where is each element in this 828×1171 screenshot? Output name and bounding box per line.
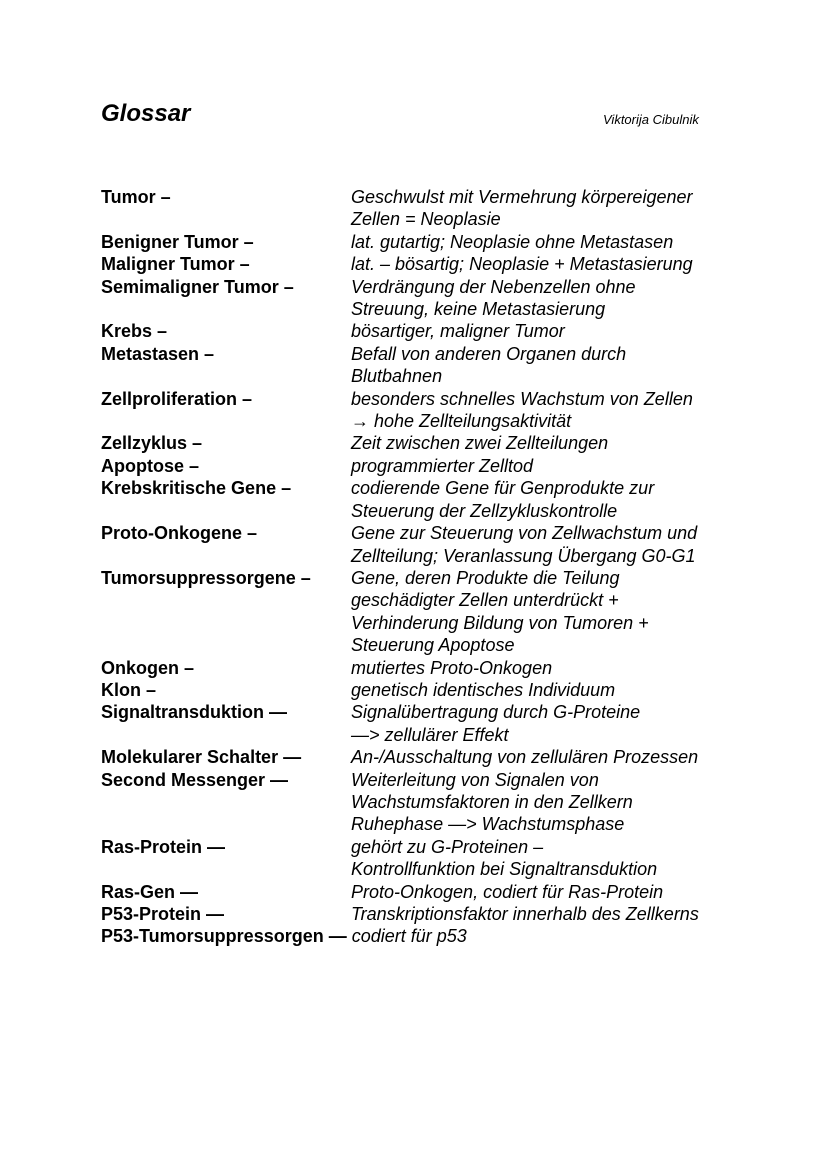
definition-line: —> zellulärer Effekt <box>351 724 509 745</box>
page-title: Glossar <box>101 100 191 127</box>
definition-line: Wachstumsfaktoren in den Zellkern <box>351 791 633 812</box>
glossary-term: Krebs – <box>101 321 168 342</box>
glossary-definition <box>351 881 801 903</box>
definition-line: Proto-Onkogen, codiert für Ras-Protein <box>351 881 664 902</box>
glossary-definition <box>351 186 801 231</box>
glossary-entry <box>101 769 801 836</box>
glossary-definition <box>351 836 801 881</box>
glossary-entry <box>101 253 801 275</box>
glossary-term: Tumorsuppressorgene – <box>101 567 311 588</box>
glossary-definition <box>351 477 801 522</box>
glossary-list <box>101 186 801 948</box>
definition-line: bösartiger, maligner Tumor <box>351 321 565 342</box>
glossary-entry <box>101 925 801 947</box>
glossary-definition <box>351 769 801 836</box>
glossary-entries <box>101 186 801 925</box>
glossary-term: Zellzyklus – <box>101 433 203 454</box>
glossary-entry <box>101 657 801 679</box>
glossary-term: Semimaligner Tumor – <box>101 276 294 297</box>
definition-line: Befall von anderen Organen durch <box>351 343 627 364</box>
glossary-entry <box>101 320 801 342</box>
glossary-term: Molekularer Schalter — <box>101 747 302 768</box>
glossary-entry <box>101 701 801 746</box>
definition-line: besonders schnelles Wachstum von Zellen <box>351 388 693 409</box>
glossary-entry <box>101 343 801 388</box>
definition-line: Gene, deren Produkte die Teilung <box>351 567 620 588</box>
glossary-definition: codiert für p53 <box>351 926 467 947</box>
glossary-definition <box>351 903 801 925</box>
glossary-entry <box>101 455 801 477</box>
glossary-definition <box>351 657 801 679</box>
glossary-entry <box>101 477 801 522</box>
glossary-entry <box>101 522 801 567</box>
definition-line: lat. – bösartig; Neoplasie + Metastasierung <box>351 254 693 275</box>
definition-line: Weiterleitung von Signalen von <box>351 769 599 790</box>
glossary-definition <box>351 567 801 657</box>
glossary-entry <box>101 836 801 881</box>
glossary-definition <box>351 522 801 567</box>
definition-line: Verdrängung der Nebenzellen ohne <box>351 276 636 297</box>
glossary-term: Onkogen – <box>101 657 195 678</box>
glossary-definition <box>351 388 801 433</box>
glossary-term: Maligner Tumor – <box>101 254 250 275</box>
glossary-definition <box>351 746 801 768</box>
glossary-definition <box>351 320 801 342</box>
definition-line: programmierter Zelltod <box>351 455 534 476</box>
glossary-definition <box>351 343 801 388</box>
definition-line: Zellen = Neoplasie <box>351 209 501 230</box>
definition-line: Ruhephase —> Wachstumsphase <box>351 814 625 835</box>
glossary-term: Klon – <box>101 679 157 700</box>
definition-line: An-/Ausschaltung von zellulären Prozessen <box>351 747 699 768</box>
glossary-term: Second Messenger — <box>101 769 289 790</box>
definition-line: Zeit zwischen zwei Zellteilungen <box>351 433 609 454</box>
definition-line: Blutbahnen <box>351 366 443 387</box>
glossary-term: Ras-Gen — <box>101 881 199 902</box>
author-name: Viktorija Cibulnik <box>603 112 699 127</box>
glossary-entry <box>101 186 801 231</box>
glossary-term: Zellproliferation – <box>101 388 253 409</box>
definition-line: Verhinderung Bildung von Tumoren + <box>351 612 649 633</box>
definition-line: Steuerung der Zellzykluskontrolle <box>351 500 618 521</box>
glossary-entry <box>101 903 801 925</box>
definition-line: lat. gutartig; Neoplasie ohne Metastasen <box>351 231 674 252</box>
glossary-definition <box>351 276 801 321</box>
definition-line: Signalübertragung durch G-Proteine <box>351 702 641 723</box>
glossary-term: Signaltransduktion — <box>101 702 288 723</box>
glossary-entry <box>101 432 801 454</box>
glossary-entry <box>101 231 801 253</box>
definition-line: Streuung, keine Metastasierung <box>351 299 606 320</box>
glossary-term: Ras-Protein — <box>101 836 226 857</box>
glossary-term: Tumor – <box>101 187 171 207</box>
glossary-term: P53-Tumorsuppressorgen — <box>101 926 347 947</box>
definition-line: Gene zur Steuerung von Zellwachstum und <box>351 523 698 544</box>
glossary-entry <box>101 679 801 701</box>
glossary-entry <box>101 746 801 768</box>
glossary-definition <box>351 679 801 701</box>
glossary-term: Benigner Tumor – <box>101 231 254 252</box>
glossary-definition <box>351 455 801 477</box>
glossary-entry <box>101 276 801 321</box>
definition-line: gehört zu G-Proteinen – <box>351 836 544 857</box>
definition-line: → hohe Zellteilungsaktivität <box>351 411 572 432</box>
glossary-term: Apoptose – <box>101 455 200 476</box>
glossary-term: Krebskritische Gene – <box>101 478 292 499</box>
definition-line: codierende Gene für Genprodukte zur <box>351 478 655 499</box>
definition-line: Kontrollfunktion bei Signaltransduktion <box>351 859 658 880</box>
definition-line: mutiertes Proto-Onkogen <box>351 657 553 678</box>
glossary-definition <box>351 701 801 746</box>
glossary-entry <box>101 567 801 657</box>
glossary-term: Proto-Onkogene – <box>101 523 258 544</box>
definition-line: Geschwulst mit Vermehrung körpereigener <box>351 187 693 207</box>
glossary-definition <box>351 432 801 454</box>
glossary-definition <box>351 253 801 275</box>
definition-line: geschädigter Zellen unterdrückt + <box>351 590 619 611</box>
glossary-term: Metastasen – <box>101 343 215 364</box>
glossary-definition <box>351 231 801 253</box>
glossary-entry <box>101 881 801 903</box>
glossary-term: P53-Protein — <box>101 904 225 924</box>
definition-line: Zellteilung; Veranlassung Übergang G0-G1 <box>351 545 696 566</box>
definition-line: Transkriptionsfaktor innerhalb des Zellkerns <box>351 904 699 924</box>
glossary-entry <box>101 388 801 433</box>
definition-line: genetisch identisches Individuum <box>351 679 616 700</box>
definition-line: Steuerung Apoptose <box>351 635 515 656</box>
